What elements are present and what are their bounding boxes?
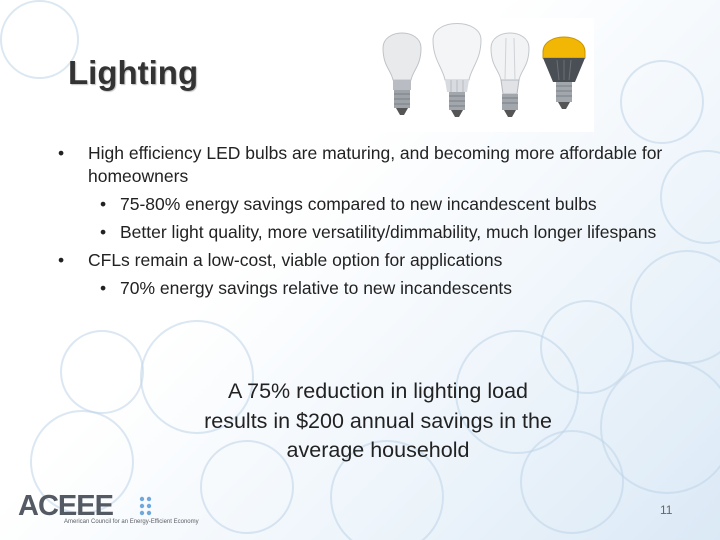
callout-line: average household — [286, 438, 470, 462]
bullet-item — [58, 142, 688, 188]
logo-wordmark: ACEEE — [18, 490, 113, 522]
led-bulb-finned-icon — [491, 33, 529, 117]
bullet-list — [58, 142, 688, 305]
led-bulbs-photo — [371, 18, 594, 132]
bullet-text: 70% energy savings relative to new incandescents — [120, 278, 513, 298]
savings-callout — [170, 377, 586, 466]
bullet-marker: • — [100, 278, 107, 298]
slide-title: Lighting — [68, 54, 199, 91]
page-number: 11 — [660, 503, 673, 517]
logo-tagline: American Council for an Energy-Efficient Economy — [64, 519, 199, 525]
led-bulb-clear-icon — [433, 24, 481, 118]
bullet-marker: • — [100, 222, 107, 242]
bullet-text: 75-80% energy savings compared to new incandescent bulbs — [120, 194, 597, 214]
led-bulb-white-icon — [383, 33, 421, 115]
sub-bullet-item — [58, 277, 688, 300]
led-bulb-yellow-icon — [543, 37, 585, 109]
callout-line: A 75% reduction in lighting load — [227, 379, 528, 403]
sub-bullet-item — [58, 193, 688, 216]
bullet-marker: • — [100, 194, 107, 214]
sub-bullet-item — [58, 221, 688, 244]
callout-line: results in $200 annual savings in the — [204, 408, 552, 433]
bullet-item — [58, 249, 688, 272]
bullet-marker: • — [58, 250, 65, 270]
bullet-marker: • — [58, 143, 65, 163]
aceee-logo — [18, 490, 198, 530]
logo-dots-icon — [138, 495, 158, 517]
bullet-text: CFLs remain a low-cost, viable option for applications — [88, 250, 503, 270]
bullet-text: High efficiency LED bulbs are maturing, and becoming more affordable for homeowners — [88, 143, 663, 186]
bullet-text: Better light quality, more versatility/dimmability, much longer lifespans — [120, 222, 657, 242]
